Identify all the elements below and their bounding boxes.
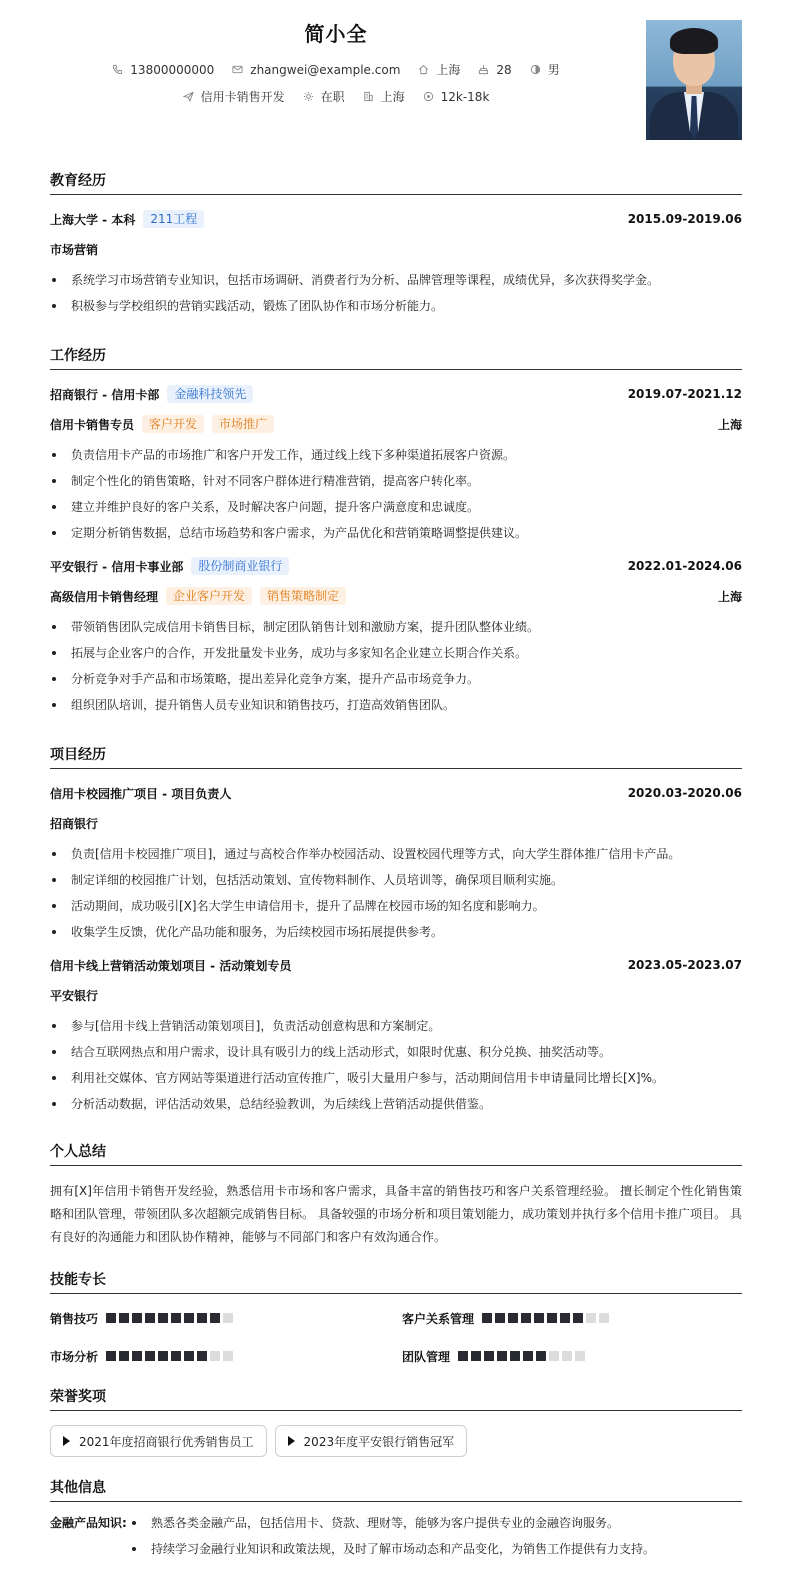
work-bullets [50, 614, 742, 718]
building-icon [363, 91, 374, 102]
list-item: 组织团队培训，提升销售人员专业知识和销售技巧，打造高效销售团队。 [50, 692, 742, 718]
skills-title: 技能专长 [50, 1269, 742, 1294]
triangle-icon [63, 1436, 70, 1446]
skill-dot-filled [145, 1351, 155, 1361]
work-city: 上海 [717, 589, 742, 604]
award-item [50, 1425, 267, 1457]
company-name: 招商银行 - 信用卡部 [50, 387, 160, 402]
list-item: 拓展与企业客户的合作，开发批量发卡业务，成功与多家知名企业建立长期合作关系。 [50, 640, 742, 666]
location-item [418, 61, 460, 78]
company-name: 平安银行 - 信用卡事业部 [50, 559, 184, 574]
skill-dot-empty [562, 1351, 572, 1361]
skill-dot-filled [471, 1351, 481, 1361]
email-item [232, 63, 400, 77]
project-date: 2023.05-2023.07 [627, 958, 742, 972]
skill-dot-filled [508, 1313, 518, 1323]
project-head [50, 783, 742, 803]
gender-text: 男 [547, 63, 560, 77]
skill-dot-filled [106, 1351, 116, 1361]
skill-dot-filled [547, 1313, 557, 1323]
skill-dot-filled [184, 1313, 194, 1323]
list-item: 制定详细的校园推广计划，包括活动策划、宣传物料制作、人员培训等，确保项目顺利实施。 [50, 867, 742, 893]
skill-dot-empty [599, 1313, 609, 1323]
status-text: 在职 [320, 90, 345, 104]
gender-icon [530, 64, 541, 75]
list-item: 收集学生反馈，优化产品功能和服务，为后续校园市场拓展提供参考。 [50, 919, 742, 945]
candidate-name: 简小全 [304, 22, 368, 46]
company-tag: 股份制商业银行 [191, 557, 289, 575]
list-item: 熟悉各类金融产品，包括信用卡、贷款、理财等，能够为客户提供专业的金融咨询服务。 [130, 1510, 742, 1536]
skill-dot-filled [197, 1351, 207, 1361]
skill-dot-empty [575, 1351, 585, 1361]
skill-dot-filled [573, 1313, 583, 1323]
list-item: 负责[信用卡校园推广项目]，通过与高校合作举办校园活动、设置校园代理等方式，向大学生群体推广信用卡产品。 [50, 841, 742, 867]
work-city-item [363, 88, 405, 105]
position-tag: 市场推广 [212, 415, 274, 433]
project-org-row [50, 813, 742, 833]
skill-dot-filled [197, 1313, 207, 1323]
work-date: 2019.07-2021.12 [627, 387, 742, 401]
skill-item [50, 1308, 402, 1328]
skill-dot-filled [158, 1313, 168, 1323]
phone-text: 13800000000 [130, 62, 215, 77]
skill-dot-filled [521, 1313, 531, 1323]
list-item: 结合互联网热点和用户需求，设计具有吸引力的线上活动形式，如限时优惠、积分兑换、抽奖活动等。 [50, 1039, 742, 1065]
skill-dot-filled [158, 1351, 168, 1361]
education-bullets [50, 267, 742, 319]
project-entry [50, 783, 742, 945]
skill-name: 团队管理 [402, 1349, 451, 1364]
award-item [275, 1425, 468, 1457]
skill-level-bar [106, 1351, 233, 1361]
work-entry [50, 556, 742, 718]
other-row [50, 1510, 742, 1562]
skill-name: 销售技巧 [50, 1311, 99, 1326]
school-tag: 211工程 [143, 210, 204, 228]
home-icon [418, 64, 429, 75]
school-name: 上海大学 - 本科 [50, 212, 136, 227]
list-item: 负责信用卡产品的市场推广和客户开发工作，通过线上线下多种渠道拓展客户资源。 [50, 442, 742, 468]
work-date: 2022.01-2024.06 [627, 559, 742, 573]
list-item: 利用社交媒体、官方网站等渠道进行活动宣传推广，吸引大量用户参与，活动期间信用卡申请量同比增长[X]%。 [50, 1065, 742, 1091]
resume-header [50, 0, 742, 150]
major-row [50, 239, 742, 259]
salary-item [423, 90, 490, 104]
skill-name: 市场分析 [50, 1349, 99, 1364]
work-section [50, 345, 742, 718]
education-title: 教育经历 [50, 170, 742, 195]
triangle-icon [288, 1436, 295, 1446]
other-title: 其他信息 [50, 1477, 742, 1502]
summary-section [50, 1141, 742, 1249]
honors-section [50, 1386, 742, 1457]
skill-dot-filled [132, 1351, 142, 1361]
list-item: 参与[信用卡线上营销活动策划项目]，负责活动创意构思和方案制定。 [50, 1013, 742, 1039]
project-date: 2020.03-2020.06 [627, 786, 742, 800]
skill-dot-filled [184, 1351, 194, 1361]
award-text: 2021年度招商银行优秀销售员工 [79, 1434, 254, 1449]
other-bullets [130, 1510, 742, 1562]
skill-dot-filled [510, 1351, 520, 1361]
projects-section [50, 744, 742, 1117]
status-icon [303, 91, 314, 102]
summary-title: 个人总结 [50, 1141, 742, 1166]
honors-title: 荣誉奖项 [50, 1386, 742, 1411]
skill-dot-empty [223, 1351, 233, 1361]
projects-title: 项目经历 [50, 744, 742, 769]
skill-name: 客户关系管理 [402, 1311, 475, 1326]
project-org-row [50, 985, 742, 1005]
position-row [50, 586, 742, 606]
position-name: 信用卡销售专员 [50, 417, 135, 432]
company-tag: 金融科技领先 [167, 385, 253, 403]
award-text: 2023年度平安银行销售冠军 [303, 1434, 455, 1449]
skills-section [50, 1269, 742, 1366]
list-item: 分析活动数据，评估活动效果，总结经验教训，为后续线上营销活动提供借鉴。 [50, 1091, 742, 1117]
major-name: 市场营销 [50, 242, 99, 257]
skill-dot-filled [536, 1351, 546, 1361]
list-item: 带领销售团队完成信用卡销售目标，制定团队销售计划和激励方案，提升团队整体业绩。 [50, 614, 742, 640]
contact-row [50, 61, 622, 78]
list-item: 积极参与学校组织的营销实践活动，锻炼了团队协作和市场分析能力。 [50, 293, 742, 319]
skill-dot-filled [484, 1351, 494, 1361]
skill-dot-filled [210, 1313, 220, 1323]
skill-dot-filled [495, 1313, 505, 1323]
position-tag: 企业客户开发 [166, 587, 252, 605]
skill-dot-filled [482, 1313, 492, 1323]
skill-dot-empty [210, 1351, 220, 1361]
job-target-item [183, 88, 285, 105]
project-name: 信用卡校园推广项目 - 项目负责人 [50, 786, 232, 801]
skill-dot-filled [171, 1351, 181, 1361]
skill-dot-filled [523, 1351, 533, 1361]
education-head [50, 209, 742, 229]
salary-text: 12k-18k [440, 89, 490, 104]
list-item: 定期分析销售数据，总结市场趋势和客户需求，为产品优化和营销策略调整提供建议。 [50, 520, 742, 546]
position-row [50, 414, 742, 434]
list-item: 制定个性化的销售策略，针对不同客户群体进行精准营销，提高客户转化率。 [50, 468, 742, 494]
project-bullets [50, 841, 742, 945]
skill-dot-filled [534, 1313, 544, 1323]
age-text: 28 [496, 62, 512, 77]
skill-item [50, 1346, 402, 1366]
list-item: 分析竞争对手产品和市场策略，提出差异化竞争方案，提升产品市场竞争力。 [50, 666, 742, 692]
project-org: 招商银行 [50, 816, 99, 831]
skill-level-bar [458, 1351, 585, 1361]
skill-dot-empty [586, 1313, 596, 1323]
skill-dot-filled [119, 1351, 129, 1361]
education-section [50, 170, 742, 319]
skill-level-bar [106, 1313, 233, 1323]
project-name: 信用卡线上营销活动策划项目 - 活动策划专员 [50, 958, 292, 973]
awards-list [50, 1425, 742, 1457]
skill-level-bar [482, 1313, 609, 1323]
education-date: 2015.09-2019.06 [627, 212, 742, 226]
mail-icon [232, 64, 243, 75]
phone-item [112, 63, 214, 77]
skill-dot-empty [549, 1351, 559, 1361]
skill-dot-filled [171, 1313, 181, 1323]
work-head [50, 556, 742, 576]
project-org: 平安银行 [50, 988, 99, 1003]
skill-dot-empty [223, 1313, 233, 1323]
phone-icon [112, 64, 123, 75]
list-item: 持续学习金融行业知识和政策法规，及时了解市场动态和产品变化，为销售工作提供有力支持。 [130, 1536, 742, 1562]
summary-text: 拥有[X]年信用卡销售开发经验，熟悉信用卡市场和客户需求，具备丰富的销售技巧和客户关系管理经验。 擅长制定个性化销售策略和团队管理，带领团队多次超额完成销售目标。 具备较强的市场分析和项目策划能力，成功策划并执行多个信用卡推广项目。 具有良好的沟通能力和团队协作精神，能够与不同部门和客户有效沟通合作。 [50, 1184, 742, 1244]
project-head [50, 955, 742, 975]
work-city-text: 上海 [380, 90, 405, 104]
skill-item [402, 1308, 742, 1328]
skill-dot-filled [458, 1351, 468, 1361]
location-text: 上海 [436, 63, 461, 77]
job-intent-row [50, 88, 622, 105]
education-entry [50, 209, 742, 319]
skill-dot-filled [560, 1313, 570, 1323]
other-section [50, 1477, 742, 1562]
position-tag: 销售策略制定 [260, 587, 346, 605]
salary-icon [423, 91, 434, 102]
work-title: 工作经历 [50, 345, 742, 370]
project-bullets [50, 1013, 742, 1117]
gender-item [530, 61, 560, 78]
skill-dot-filled [497, 1351, 507, 1361]
skill-dot-filled [106, 1313, 116, 1323]
profile-photo [646, 20, 742, 140]
send-icon [183, 91, 194, 102]
job-target-text: 信用卡销售开发 [200, 90, 285, 104]
skill-dot-filled [145, 1313, 155, 1323]
skills-grid [50, 1308, 742, 1366]
age-item [478, 63, 511, 77]
work-city: 上海 [717, 417, 742, 432]
work-bullets [50, 442, 742, 546]
position-name: 高级信用卡销售经理 [50, 589, 159, 604]
email-text: zhangwei@example.com [250, 62, 401, 77]
skill-dot-filled [119, 1313, 129, 1323]
work-head [50, 384, 742, 404]
work-entry [50, 384, 742, 546]
list-item: 活动期间，成功吸引[X]名大学生申请信用卡，提升了品牌在校园市场的知名度和影响力。 [50, 893, 742, 919]
list-item: 建立并维护良好的客户关系，及时解决客户问题，提升客户满意度和忠诚度。 [50, 494, 742, 520]
age-icon [478, 64, 489, 75]
status-item [303, 88, 345, 105]
project-entry [50, 955, 742, 1117]
other-label: 金融产品知识: [50, 1516, 127, 1530]
list-item: 系统学习市场营销专业知识，包括市场调研、消费者行为分析、品牌管理等课程，成绩优异，多次获得奖学金。 [50, 267, 742, 293]
position-tag: 客户开发 [142, 415, 204, 433]
skill-item [402, 1346, 742, 1366]
skill-dot-filled [132, 1313, 142, 1323]
